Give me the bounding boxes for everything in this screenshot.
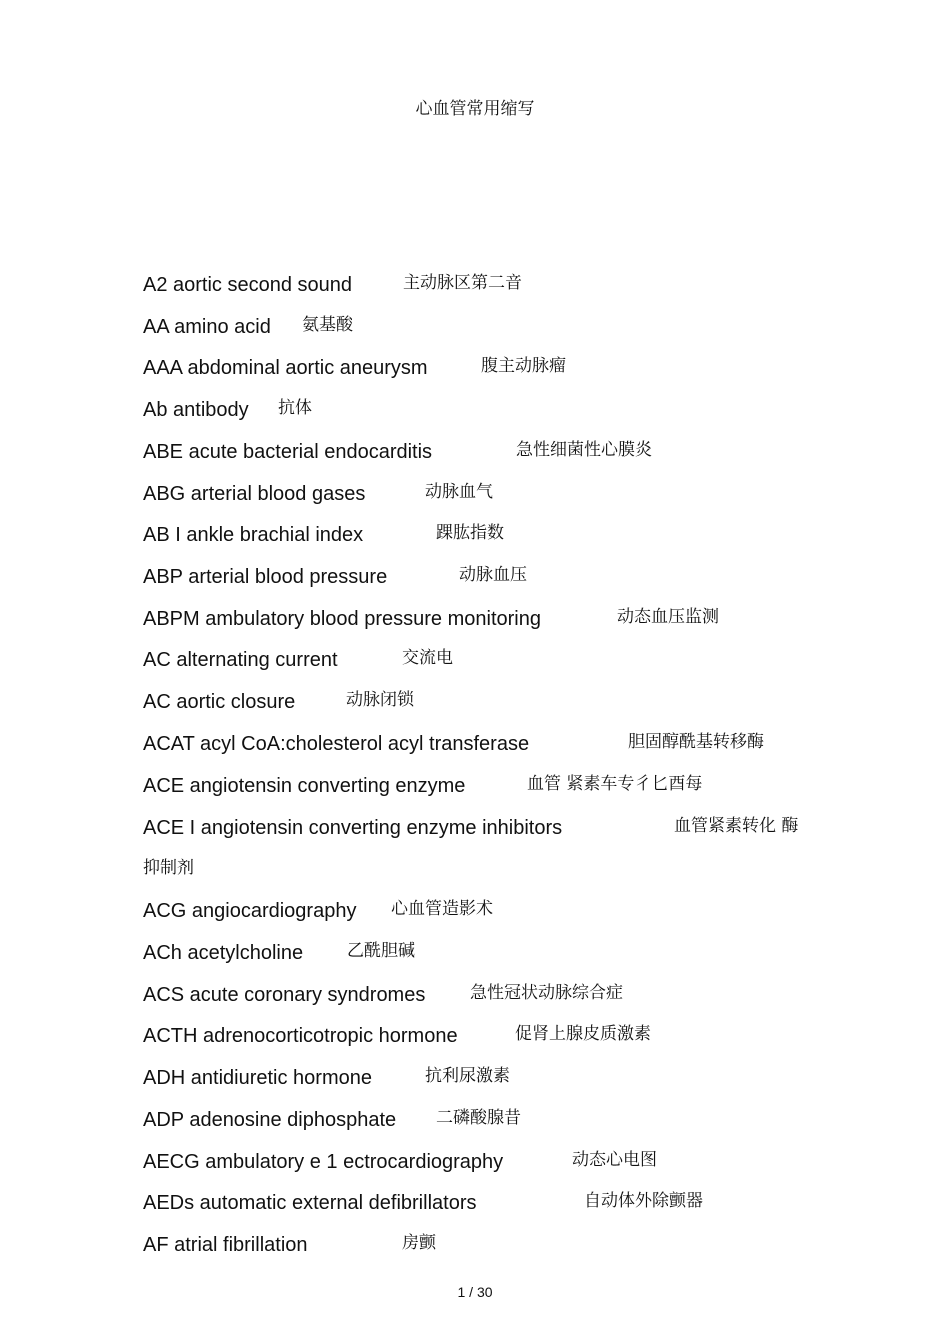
term-english: AEDs automatic external defibrillators — [143, 1192, 477, 1214]
term-english: ACG angiocardiography — [143, 900, 357, 922]
term-chinese: 动态心电图 — [572, 1150, 657, 1170]
term-chinese: 血管紧素转化 酶 — [674, 816, 799, 836]
term-chinese: 动脉血压 — [459, 565, 527, 585]
term-english: ADP adenosine diphosphate — [143, 1109, 397, 1131]
term-chinese: 急性冠状动脉综合症 — [470, 983, 623, 1003]
term-chinese: 房颤 — [402, 1233, 436, 1253]
term-chinese: 乙酰胆碱 — [347, 941, 415, 961]
term-english: ACE I angiotensin converting enzyme inhibitors — [143, 817, 563, 839]
term-chinese: 动态血压监测 — [617, 607, 719, 627]
term-chinese: 踝肱指数 — [436, 523, 504, 543]
term-english: ACh acetylcholine — [143, 942, 304, 964]
term-chinese: 血管 紧素车专彳匕酉每 — [527, 774, 703, 794]
term-chinese: 二磷酸腺昔 — [436, 1108, 521, 1128]
term-english: ACAT acyl CoA:cholesterol acyl transferase — [143, 733, 530, 755]
term-english: ACS acute coronary syndromes — [143, 984, 426, 1006]
term-chinese: 动脉闭锁 — [346, 690, 414, 710]
term-english: AF atrial fibrillation — [143, 1234, 308, 1256]
term-chinese: 胆固醇酰基转移酶 — [628, 732, 764, 752]
term-chinese: 抗体 — [278, 398, 312, 418]
term-chinese: 自动体外除颤器 — [584, 1191, 703, 1211]
term-english: ABPM ambulatory blood pressure monitoring — [143, 608, 541, 630]
term-chinese: 心血管造影术 — [391, 899, 493, 919]
term-chinese: 急性细菌性心膜炎 — [516, 440, 652, 460]
term-chinese: 促肾上腺皮质激素 — [515, 1024, 651, 1044]
term-chinese-continued: 抑制剂 — [143, 858, 194, 878]
term-english: AAA abdominal aortic aneurysm — [143, 357, 428, 379]
term-english: A2 aortic second sound — [143, 274, 353, 296]
term-chinese: 主动脉区第二音 — [403, 273, 522, 293]
term-chinese: 动脉血气 — [425, 482, 493, 502]
term-chinese: 氨基酸 — [302, 315, 353, 335]
term-english: ABG arterial blood gases — [143, 483, 366, 505]
term-english: AB I ankle brachial index — [143, 524, 364, 546]
term-english: AC alternating current — [143, 649, 338, 671]
term-chinese: 抗利尿激素 — [425, 1066, 510, 1086]
term-english: ACE angiotensin converting enzyme — [143, 775, 466, 797]
term-english: AA amino acid — [143, 316, 271, 338]
term-english: ABE acute bacterial endocarditis — [143, 441, 433, 463]
term-english: AECG ambulatory e 1 ectrocardiography — [143, 1151, 504, 1173]
term-english: Ab antibody — [143, 399, 249, 421]
term-english: AC aortic closure — [143, 691, 296, 713]
term-chinese: 腹主动脉瘤 — [481, 356, 566, 376]
term-english: ABP arterial blood pressure — [143, 566, 388, 588]
page-number: 1 / 30 — [457, 1284, 493, 1300]
term-english: ADH antidiuretic hormone — [143, 1067, 372, 1089]
term-english: ACTH adrenocorticotropic hormone — [143, 1025, 458, 1047]
page-title: 心血管常用缩写 — [415, 99, 535, 119]
term-chinese: 交流电 — [402, 648, 453, 668]
